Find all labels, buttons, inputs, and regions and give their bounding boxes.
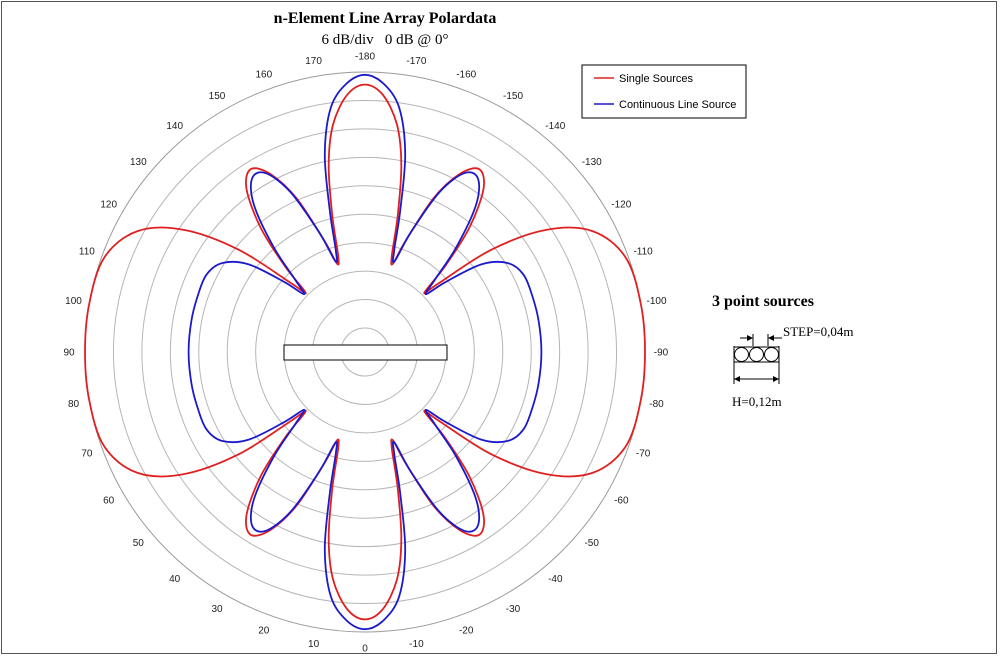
angle-tick-label: 80 (67, 398, 80, 410)
angle-tick-label: -180 (354, 51, 376, 63)
angle-tick-label: 30 (211, 603, 223, 615)
angle-tick-label: -130 (581, 157, 602, 169)
legend-label-continuous-line-source: Continuous Line Source (619, 99, 737, 111)
angle-tick-label: 90 (63, 347, 75, 359)
angle-tick-label: -150 (502, 91, 524, 103)
array-info-title: 3 point sources (712, 293, 814, 310)
angle-tick-label: 170 (305, 56, 322, 67)
chart-subtitle: 6 dB/div 0 dB @ 0° (321, 32, 449, 48)
legend (582, 65, 746, 118)
angle-tick-label: 150 (208, 91, 226, 103)
angle-tick-label: -10 (409, 639, 424, 650)
angle-tick-label: 20 (258, 625, 270, 637)
angle-tick-label: -70 (635, 448, 651, 460)
height-label: H=0,12m (732, 394, 782, 409)
angle-tick-label: -140 (545, 120, 566, 132)
angle-tick-label: 100 (65, 296, 82, 308)
angle-tick-label: 140 (166, 120, 184, 132)
step-label: STEP=0,04m (783, 324, 854, 339)
angle-tick-label: -60 (614, 495, 629, 507)
angle-tick-label: -100 (646, 296, 667, 308)
step-dimension (740, 334, 782, 346)
array-info-panel (712, 293, 854, 409)
angle-tick-label: 0 (362, 643, 368, 655)
angle-tick-label: 130 (129, 157, 147, 169)
angle-tick-label: -90 (653, 347, 669, 359)
angle-tick-label: 60 (103, 495, 115, 507)
sources-outline (734, 347, 779, 362)
array-bar-marker (284, 345, 447, 360)
angle-tick-label: 110 (78, 246, 95, 258)
angle-tick-label: -80 (649, 398, 664, 410)
height-dimension (734, 346, 779, 384)
angle-tick-label: -40 (548, 574, 563, 586)
angle-tick-label: -50 (584, 537, 599, 549)
point-source (765, 348, 779, 362)
angle-tick-label: -30 (505, 603, 521, 615)
angle-tick-label: 40 (169, 574, 181, 586)
angle-tick-label: 50 (132, 537, 144, 549)
angle-tick-label: 70 (81, 448, 93, 460)
point-source (735, 348, 749, 362)
angle-tick-label: -160 (456, 69, 477, 81)
angle-tick-label: -110 (633, 246, 653, 258)
point-source (750, 348, 764, 362)
legend-label-single-sources: Single Sources (619, 73, 693, 85)
angle-tick-label: -170 (406, 56, 427, 67)
angle-tick-label: -120 (611, 199, 632, 211)
point-sources-diagram (734, 347, 779, 362)
angle-tick-label: 160 (255, 69, 273, 81)
chart-title: n-Element Line Array Polardata (273, 10, 497, 27)
angle-tick-label: 10 (308, 639, 320, 650)
angle-tick-label: 120 (100, 199, 118, 211)
angle-tick-label: -20 (458, 625, 474, 637)
